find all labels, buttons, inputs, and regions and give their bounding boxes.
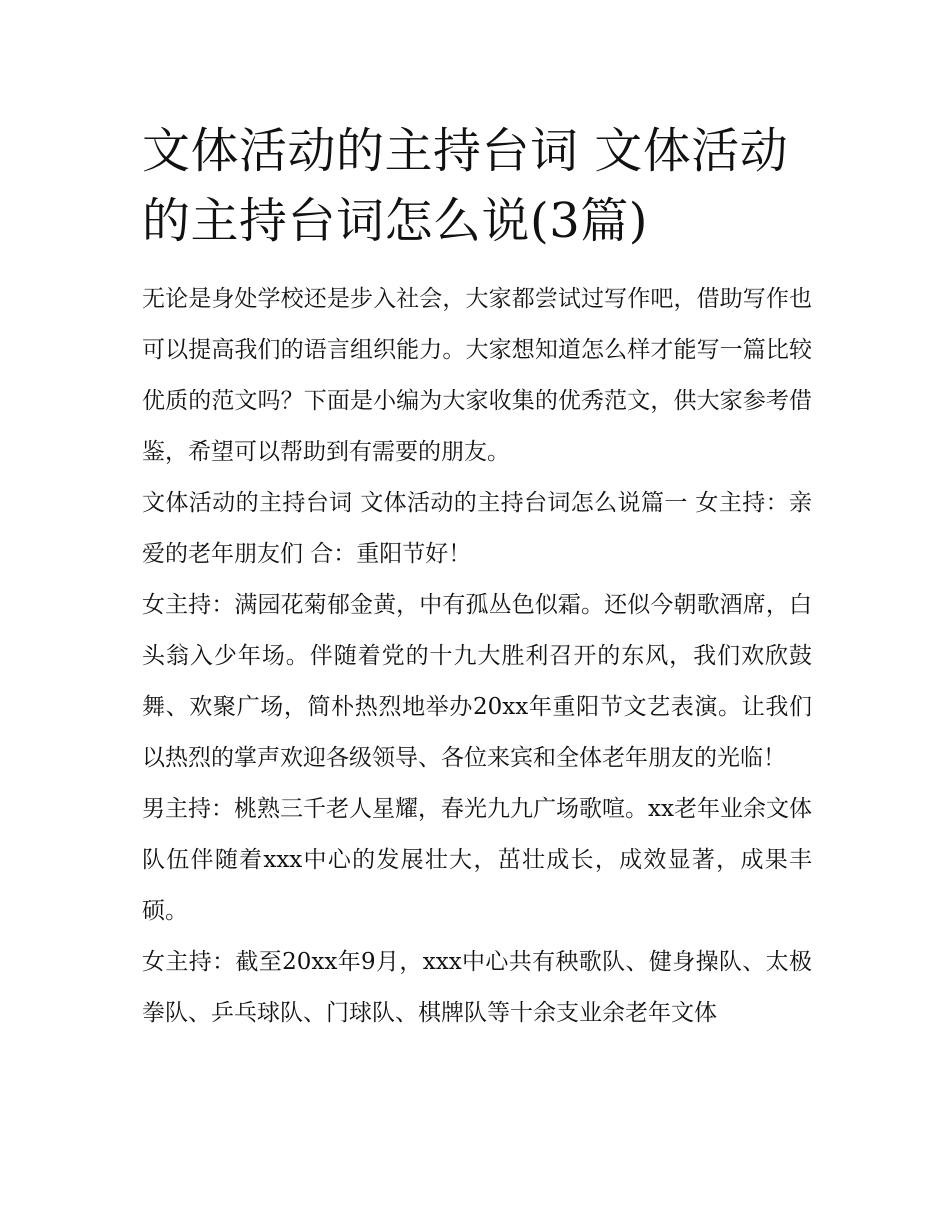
paragraph-section-heading: 文体活动的主持台词 文体活动的主持台词怎么说篇一 女主持：亲爱的老年朋友们 合：重阳节好！ <box>142 490 812 567</box>
paragraph-female-host-1: 女主持：满园花菊郁金黄，中有孤丛色似霜。还似今朝歌酒席，白头翁入少年场。伴随着党的十九大胜利召开的东风，我们欢欣鼓舞、欢聚广场，简朴热烈地举办20xx年重阳节文艺表演。让我们以热烈的掌声欢迎各级领导、各位来宾和全体老年朋友的光临！ <box>142 592 812 771</box>
paragraph-intro: 无论是身处学校还是步入社会，大家都尝试过写作吧，借助写作也可以提高我们的语言组织能力。大家想知道怎么样才能写一篇比较优质的范文吗？下面是小编为大家收集的优秀范文，供大家参考借鉴，希望可以帮助到有需要的朋友。 <box>142 286 812 465</box>
paragraph-female-host-2: 女主持：截至20xx年9月，xxx中心共有秧歌队、健身操队、太极拳队、乒乓球队、门球队、棋牌队等十余支业余老年文体 <box>142 949 812 1026</box>
document-body <box>142 274 812 1039</box>
document-title: 文体活动的主持台词 文体活动的主持台词怎么说(3篇) <box>142 123 789 249</box>
paragraph-male-host-1: 男主持：桃熟三千老人星耀，春光九九广场歌喧。xx老年业余文体队伍伴随着xxx中心的发展壮大，茁壮成长，成效显著，成果丰硕。 <box>142 796 812 924</box>
